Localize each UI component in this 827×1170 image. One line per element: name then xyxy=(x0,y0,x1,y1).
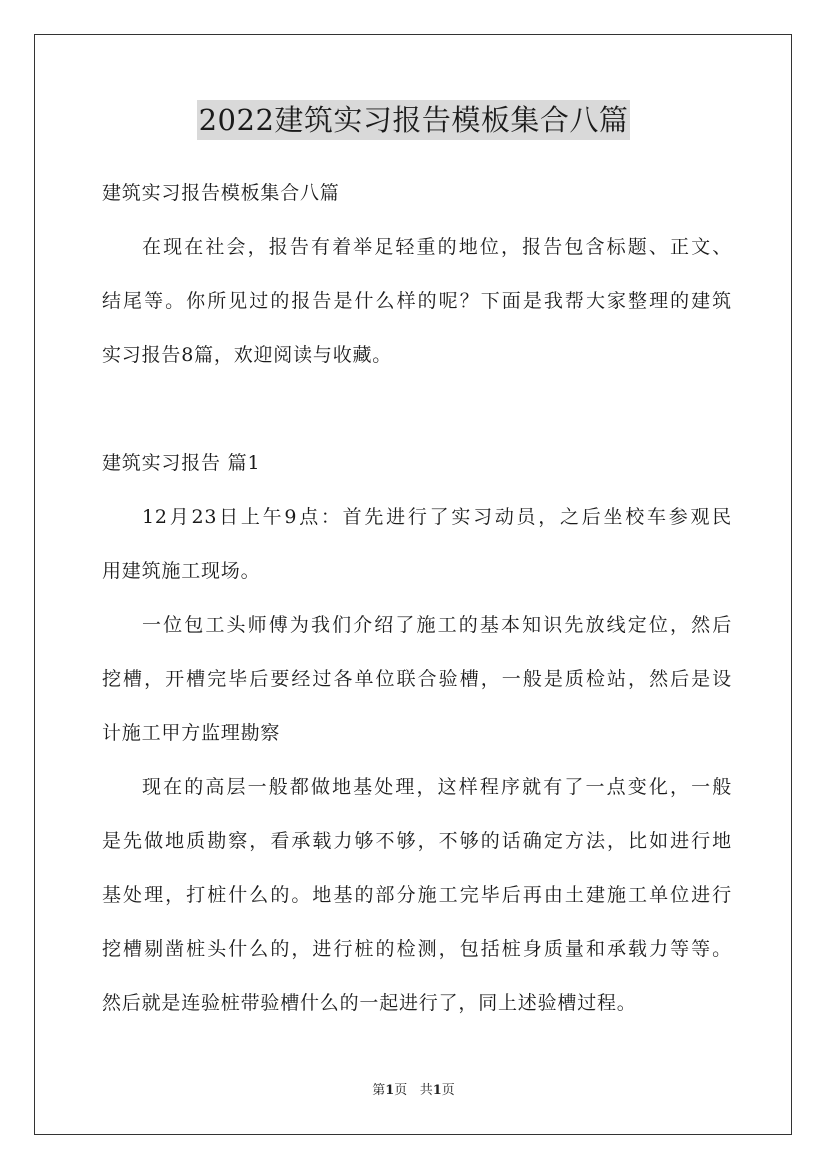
footer-page-mid: 页 共 xyxy=(394,1083,433,1098)
intro-line-3: 实习报告8篇，欢迎阅读与收藏。 xyxy=(102,344,393,366)
document-subtitle: 建筑实习报告模板集合八篇 xyxy=(102,182,340,204)
footer-page-prefix: 第 xyxy=(372,1083,386,1098)
para3-line-2: 是先做地质勘察，看承载力够不够，不够的话确定方法，比如进行地 xyxy=(102,830,732,852)
intro-line-2: 结尾等。你所见过的报告是什么样的呢？下面是我帮大家整理的建筑 xyxy=(102,290,732,312)
para2-line-2: 挖槽，开槽完毕后要经过各单位联合验槽，一般是质检站，然后是设 xyxy=(102,668,732,690)
para2-line-3: 计施工甲方监理勘察 xyxy=(102,722,281,744)
para3-line-5: 然后就是连验桩带验槽什么的一起进行了，同上述验槽过程。 xyxy=(102,992,637,1014)
section-heading: 建筑实习报告 篇1 xyxy=(102,452,261,474)
footer-page-suffix: 页 xyxy=(441,1083,455,1098)
para3-line-4: 挖槽剔凿桩头什么的，进行桩的检测，包括桩身质量和承载力等等。 xyxy=(102,938,732,960)
para1-line-1: 12月23日上午9点：首先进行了实习动员，之后坐校车参观民 xyxy=(142,506,732,528)
document-title: 2022建筑实习报告模板集合八篇 xyxy=(197,100,631,140)
title-container xyxy=(0,100,827,140)
para3-line-1: 现在的高层一般都做地基处理，这样程序就有了一点变化，一般 xyxy=(142,776,732,798)
paragraph-gap xyxy=(102,388,732,442)
document-body xyxy=(102,172,732,1036)
footer-page-current: 1 xyxy=(385,1083,395,1098)
page-footer xyxy=(0,1082,827,1100)
intro-line-1: 在现在社会，报告有着举足轻重的地位，报告包含标题、正文、 xyxy=(142,236,732,258)
para2-line-1: 一位包工头师傅为我们介绍了施工的基本知识先放线定位，然后 xyxy=(142,614,732,636)
para1-line-2: 用建筑施工现场。 xyxy=(102,560,261,582)
para3-line-3: 基处理，打桩什么的。地基的部分施工完毕后再由土建施工单位进行 xyxy=(102,884,732,906)
footer-page-total: 1 xyxy=(432,1083,442,1098)
